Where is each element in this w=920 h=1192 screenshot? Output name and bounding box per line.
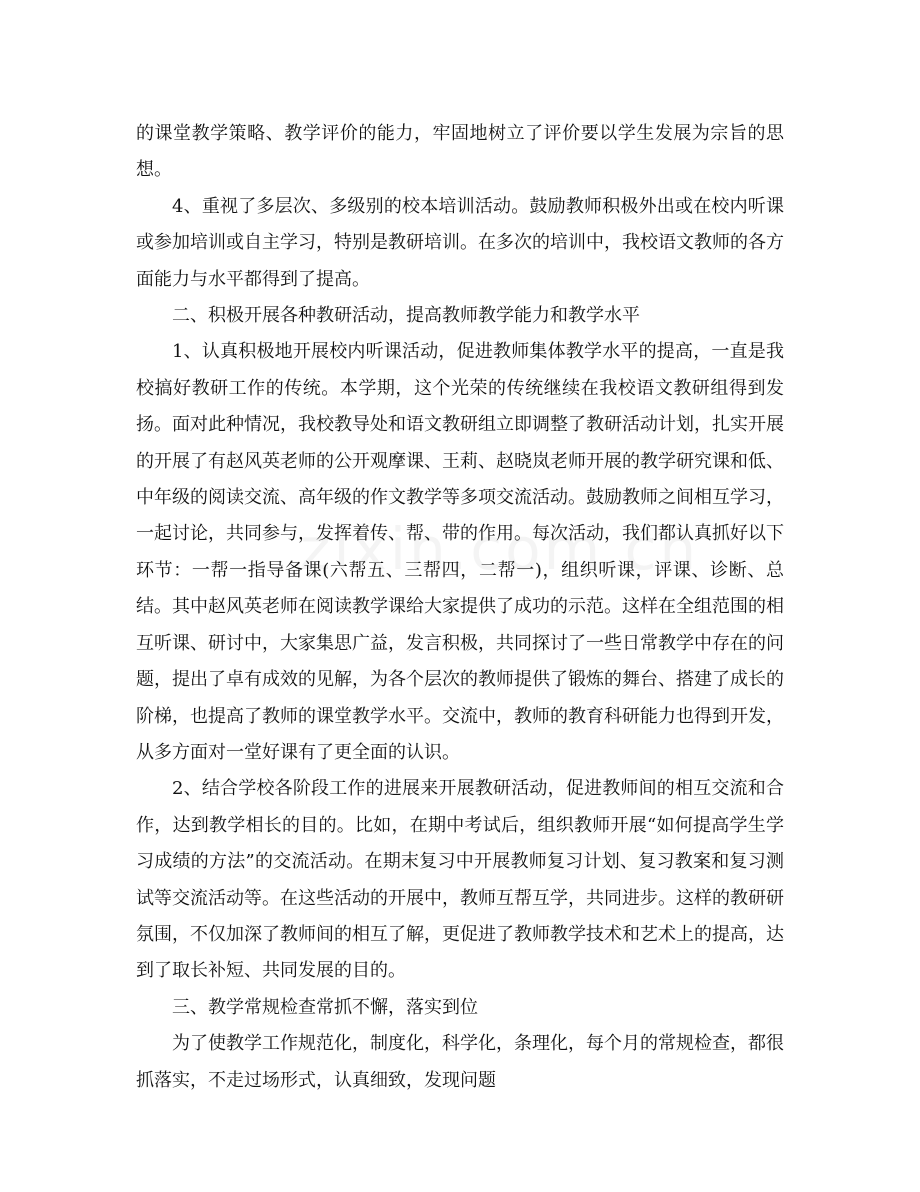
document-body <box>136 116 784 1099</box>
section-heading-2: 二、积极开展各种教研活动，提高教师教学能力和教学水平 <box>172 305 640 327</box>
paragraph-continued: 的课堂教学策略、教学评价的能力，牢固地树立了评价要以学生发展为宗旨的思想。 <box>136 123 784 181</box>
paragraph-item-1: 1、认真积极地开展校内听课活动，促进教师集体教学水平的提高，一直是我校搞好教研工作的传统。本学期，这个光荣的传统继续在我校语文教研组得到发扬。面对此种情况，我校教导处和语文教研组立即调整了教研活动计划，扎实开展的开展了有赵风英老师的公开观摩课、王莉、赵晓岚老师开展的教学研究课和低、中年级的阅读交流、高年级的作文教学等多项交流活动。鼓励教师之间相互学习，一起讨论，共同参与，发挥着传、帮、带的作用。每次活动，我们都认真抓好以下环节：一帮一指导备课(六帮五、三帮四，二帮一)，组织听课，评课、诊断、总结。其中赵风英老师在阅读教学课给大家提供了成功的示范。这样在全组范围的相互听课、研讨中，大家集思广益，发言积极，共同探讨了一些日常教学中存在的问题，提出了卓有成效的见解，为各个层次的教师提供了锻炼的舞台、搭建了成长的阶梯，也提高了教师的课堂教学水平。交流中，教师的教育科研能力也得到开发，从多方面对一堂好课有了更全面的认识。 <box>136 341 784 763</box>
section-heading-3: 三、教学常规检查常抓不懈，落实到位 <box>172 996 478 1018</box>
paragraph-item-2: 2、结合学校各阶段工作的进展来开展教研活动，促进教师间的相互交流和合作，达到教学相长的目的。比如，在期中考试后，组织教师开展“如何提高学生学习成绩的方法”的交流活动。在期末复习中开展教师复习计划、复习教案和复习测试等交流活动等。在这些活动的开展中，教师互帮互学，共同进步。这样的教研研氛围，不仅加深了教师间的相互了解，更促进了教师教学技术和艺术上的提高，达到了取长补短、共同发展的目的。 <box>136 778 784 982</box>
paragraph-closing: 为了使教学工作规范化，制度化，科学化，条理化，每个月的常规检查，都很抓落实，不走过场形式，认真细致，发现问题 <box>136 1033 784 1091</box>
paragraph-item-4: 4、重视了多层次、多级别的校本培训活动。鼓励教师积极外出或在校内听课或参加培训或自主学习，特别是教研培训。在多次的培训中，我校语文教师的各方面能力与水平都得到了提高。 <box>136 195 784 290</box>
